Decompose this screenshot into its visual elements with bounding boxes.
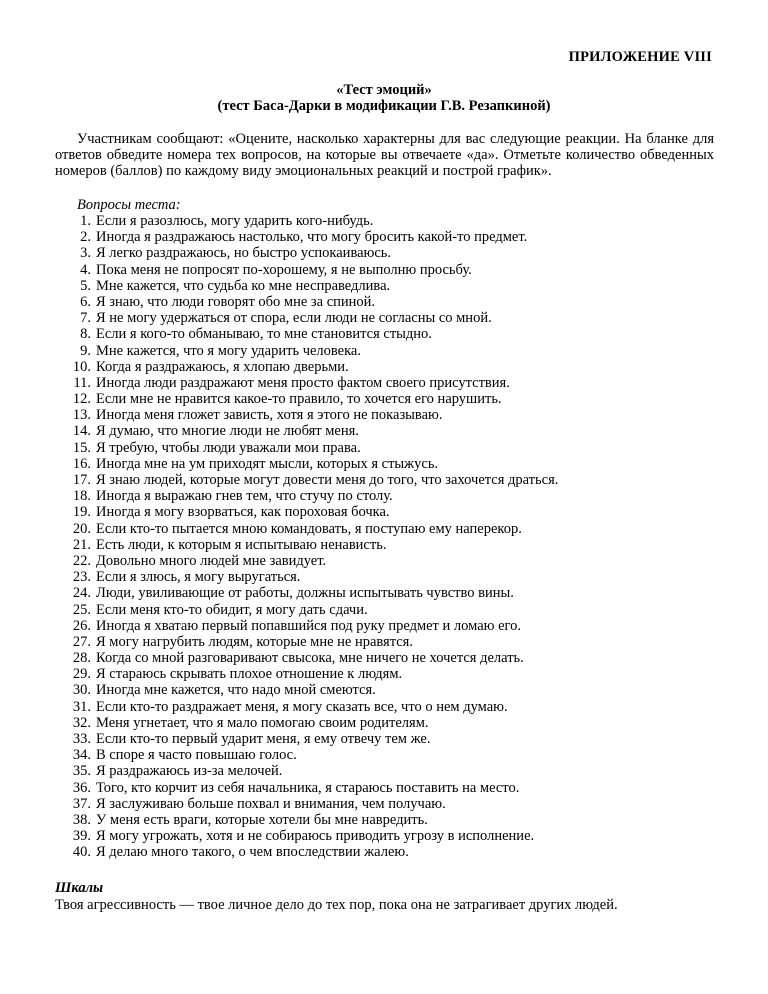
question-number: 36. [72, 779, 91, 796]
question-text: Я делаю много такого, о чем впоследствии жалею. [96, 844, 409, 861]
question-item [55, 731, 558, 747]
question-number: 23. [72, 569, 91, 586]
question-item [55, 245, 558, 261]
question-text: Пока меня не попросят по-хорошему, я не выполню просьбу. [96, 261, 472, 278]
question-number: 32. [72, 714, 91, 731]
question-number: 28. [72, 650, 91, 667]
questions-heading: Вопросы теста: [77, 197, 181, 213]
question-item [55, 326, 558, 342]
question-text: Иногда я выражаю гнев тем, что стучу по столу. [96, 488, 393, 505]
question-number: 2. [80, 229, 91, 246]
question-text: Довольно много людей мне завидует. [96, 552, 327, 569]
question-number: 22. [72, 552, 91, 569]
question-number: 14. [72, 423, 91, 440]
question-item [55, 747, 558, 763]
scales-text: Твоя агрессивность — твое личное дело до тех пор, пока она не затрагивает других людей. [55, 897, 618, 913]
question-item [55, 844, 558, 860]
question-number: 34. [72, 747, 91, 764]
question-item [55, 828, 558, 844]
question-item [55, 812, 558, 828]
question-item [55, 521, 558, 537]
question-number: 37. [72, 795, 91, 812]
question-number: 31. [72, 698, 91, 715]
question-text: Иногда меня гложет зависть, хотя я этого не показываю. [96, 407, 443, 424]
question-number: 30. [72, 682, 91, 699]
question-item [55, 537, 558, 553]
question-item [55, 391, 558, 407]
question-text: У меня есть враги, которые хотели бы мне навредить. [96, 811, 428, 828]
question-number: 17. [72, 472, 91, 488]
question-text: Я легко раздражаюсь, но быстро успокаиваюсь. [96, 245, 392, 262]
question-text: Когда я раздражаюсь, я хлопаю дверьми. [96, 358, 349, 375]
question-text: Если я кого-то обманываю, то мне становится стыдно. [96, 326, 432, 343]
question-text: Если мне не нравится какое-то правило, то хочется его нарушить. [96, 391, 502, 408]
question-number: 18. [72, 488, 91, 505]
test-title: «Тест эмоций» [336, 82, 432, 98]
question-text: Того, кто корчит из себя начальника, я стараюсь поставить на место. [96, 779, 520, 796]
question-number: 39. [72, 828, 91, 845]
question-number: 11. [73, 374, 91, 391]
question-number: 20. [72, 520, 91, 537]
question-number: 5. [80, 277, 91, 294]
question-text: Я знаю людей, которые могут довести меня до того, что захочется драться. [96, 472, 559, 488]
question-item [55, 456, 558, 472]
question-text: Иногда мне на ум приходят мысли, которых я стыжусь. [96, 455, 439, 472]
question-text: Я могу угрожать, хотя и не собираюсь приводить угрозу в исполнение. [96, 828, 535, 845]
question-item [55, 488, 558, 504]
question-item [55, 699, 558, 715]
question-text: Если кто-то первый ударит меня, я ему отвечу тем же. [96, 731, 431, 747]
question-number: 6. [80, 293, 91, 310]
question-text: Мне кажется, что судьба ко мне несправедлива. [96, 277, 391, 294]
question-number: 4. [80, 261, 91, 278]
question-text: Если я разозлюсь, могу ударить кого-нибудь. [96, 213, 374, 229]
question-text: Я не могу удержаться от спора, если люди не согласны со мной. [96, 310, 492, 327]
question-text: Иногда я могу взорваться, как пороховая бочка. [96, 504, 390, 521]
question-text: Я требую, чтобы люди уважали мои права. [96, 439, 361, 456]
question-number: 19. [72, 504, 91, 521]
question-text: Когда со мной разговаривают свысока, мне ничего не хочется делать. [96, 650, 524, 667]
question-number: 33. [72, 731, 91, 747]
question-text: В споре я часто повышаю голос. [96, 747, 297, 764]
question-number: 35. [72, 763, 91, 780]
question-text: Мне кажется, что я могу ударить человека. [96, 342, 361, 359]
question-item [55, 407, 558, 423]
question-number: 8. [80, 326, 91, 343]
question-item [55, 294, 558, 310]
appendix-label: ПРИЛОЖЕНИЕ VIII [568, 49, 712, 65]
question-number: 1. [80, 213, 91, 229]
question-number: 24. [72, 585, 91, 602]
question-number: 38. [72, 811, 91, 828]
question-text: Я знаю, что люди говорят обо мне за спиной. [96, 293, 376, 310]
question-item [55, 278, 558, 294]
scales-heading: Шкалы [55, 880, 104, 896]
question-text: Люди, увиливающие от работы, должны испытывать чувство вины. [96, 585, 514, 602]
question-text: Если кто-то раздражает меня, я могу сказать все, что о нем думаю. [96, 698, 508, 715]
question-item [55, 213, 558, 229]
question-text: Я раздражаюсь из-за мелочей. [96, 763, 283, 780]
question-text: Иногда я раздражаюсь настолько, что могу бросить какой-то предмет. [96, 229, 528, 246]
question-item [55, 343, 558, 359]
question-item [55, 504, 558, 520]
question-text: Если меня кто-то обидит, я могу дать сдачи. [96, 601, 368, 618]
question-number: 7. [80, 310, 91, 327]
question-item [55, 763, 558, 779]
question-text: Я могу нагрубить людям, которые мне не нравятся. [96, 633, 413, 650]
question-item [55, 796, 558, 812]
question-item [55, 423, 558, 439]
question-text: Иногда люди раздражают меня просто фактом своего присутствия. [96, 374, 510, 391]
question-item [55, 359, 558, 375]
question-item [55, 585, 558, 601]
question-item [55, 262, 558, 278]
question-item [55, 780, 558, 796]
question-number: 21. [72, 536, 91, 553]
question-number: 13. [72, 407, 91, 424]
question-text: Иногда мне кажется, что надо мной смеются. [96, 682, 376, 699]
question-item [55, 569, 558, 585]
question-text: Иногда я хватаю первый попавшийся под руку предмет и ломаю его. [96, 617, 521, 634]
question-text: Я стараюсь скрывать плохое отношение к людям. [96, 666, 403, 683]
question-item [55, 310, 558, 326]
question-number: 15. [72, 439, 91, 456]
question-item [55, 666, 558, 682]
question-number: 25. [72, 601, 91, 618]
question-text: Если я злюсь, я могу выругаться. [96, 569, 301, 586]
question-number: 3. [80, 245, 91, 262]
question-number: 9. [80, 342, 91, 359]
question-item [55, 602, 558, 618]
question-text: Если кто-то пытается мною командовать, я поступаю ему наперекор. [96, 520, 522, 537]
intro-paragraph: Участникам сообщают: «Оцените, насколько характерны для вас следующие реакции. На бланке для ответов обведите номера тех вопросов, на которые вы отвечаете «да». Отметьте количество обведенных номеров (баллов) по каждому виду эмоциональных реакций и построй график». [55, 131, 714, 180]
question-item [55, 650, 558, 666]
question-number: 26. [72, 617, 91, 634]
questions-list [55, 213, 558, 861]
question-text: Меня угнетает, что я мало помогаю своим родителям. [96, 714, 429, 731]
question-item [55, 553, 558, 569]
question-item [55, 375, 558, 391]
question-text: Я думаю, что многие люди не любят меня. [96, 423, 359, 440]
question-item [55, 618, 558, 634]
question-text: Есть люди, к которым я испытываю ненависть. [96, 536, 387, 553]
test-subtitle: (тест Баса-Дарки в модификации Г.В. Резапкиной) [217, 98, 551, 114]
question-number: 16. [72, 455, 91, 472]
question-text: Я заслуживаю больше похвал и внимания, чем получаю. [96, 795, 446, 812]
question-item [55, 229, 558, 245]
question-number: 12. [72, 391, 91, 408]
question-item [55, 472, 558, 488]
question-number: 40. [72, 844, 91, 861]
question-item [55, 440, 558, 456]
question-number: 29. [72, 666, 91, 683]
question-number: 27. [72, 633, 91, 650]
question-item [55, 715, 558, 731]
question-number: 10. [72, 358, 91, 375]
question-item [55, 634, 558, 650]
question-item [55, 682, 558, 698]
